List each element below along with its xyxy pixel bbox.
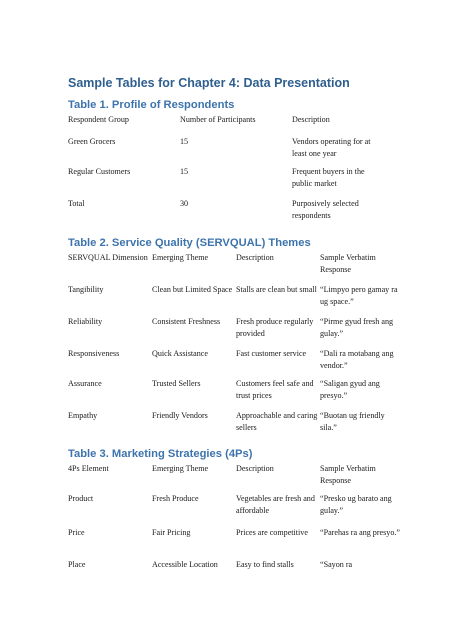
table1-cell: Frequent buyers in the public market bbox=[292, 167, 365, 188]
table2-caption: Table 2. Service Quality (SERVQUAL) Themes bbox=[68, 237, 311, 249]
table1-caption: Table 1. Profile of Respondents bbox=[68, 99, 235, 111]
table2-cell: “Buotan ug friendly sila.” bbox=[320, 411, 385, 432]
table2-cell: “Pirme gyud fresh ang gulay.” bbox=[320, 317, 394, 338]
table1-cell: 15 bbox=[180, 167, 189, 176]
table2-header-cell: SERVQUAL Dimension bbox=[68, 253, 148, 262]
table2-cell: Friendly Vendors bbox=[152, 411, 208, 420]
table2-header-cell: Emerging Theme bbox=[152, 253, 209, 262]
table1-header-cell: Number of Participants bbox=[180, 115, 256, 124]
table2-cell: Tangibility bbox=[68, 285, 104, 294]
table3-cell: Place bbox=[68, 560, 86, 569]
table3-cell: “Presko ug barato ang gulay.” bbox=[320, 494, 392, 515]
table3-cell: “Parehas ra ang presyo.” bbox=[320, 528, 401, 537]
table1-header-cell: Respondent Group bbox=[68, 115, 129, 124]
table2-cell: “Saligan gyud ang presyo.” bbox=[320, 379, 380, 400]
table2-cell: Quick Assistance bbox=[152, 349, 208, 358]
table1-header-cell: Description bbox=[292, 115, 330, 124]
table1-cell: 30 bbox=[180, 199, 189, 208]
table2-cell: Empathy bbox=[68, 411, 98, 420]
table3-header-cell: Emerging Theme bbox=[152, 464, 209, 473]
table2-header-cell: Description bbox=[236, 253, 274, 262]
table3-cell: Fresh Produce bbox=[152, 494, 199, 503]
table2-cell: Assurance bbox=[68, 379, 102, 388]
table2-cell: Responsiveness bbox=[68, 349, 120, 358]
table2-cell: Fresh produce regularly provided bbox=[236, 317, 314, 338]
table2-cell: Trusted Sellers bbox=[152, 379, 201, 388]
table3-header-cell: Sample Verbatim Response bbox=[320, 464, 376, 485]
table2-cell: Customers feel safe and trust prices bbox=[236, 379, 314, 400]
table3-caption: Table 3. Marketing Strategies (4Ps) bbox=[68, 448, 253, 460]
table1-cell: Green Grocers bbox=[68, 137, 116, 146]
table2-cell: Approachable and caring sellers bbox=[236, 411, 318, 432]
table1-cell: Purposively selected respondents bbox=[292, 199, 359, 220]
document-title: Sample Tables for Chapter 4: Data Presentation bbox=[68, 76, 350, 90]
table3-header-cell: Description bbox=[236, 464, 274, 473]
table3-header-cell: 4Ps Element bbox=[68, 464, 109, 473]
table2-cell: Consistent Freshness bbox=[152, 317, 221, 326]
table1-cell: Vendors operating for at least one year bbox=[292, 137, 371, 158]
table3-cell: “Sayon ra bbox=[320, 560, 353, 569]
table3-cell: Easy to find stalls bbox=[236, 560, 294, 569]
table3-cell: Fair Pricing bbox=[152, 528, 191, 537]
table3-cell: Vegetables are fresh and affordable bbox=[236, 494, 315, 515]
table2-cell: Reliability bbox=[68, 317, 103, 326]
table2-cell: Fast customer service bbox=[236, 349, 307, 358]
table2-cell: Stalls are clean but small bbox=[236, 285, 317, 294]
table2-cell: “Dali ra motabang ang vendor.” bbox=[320, 349, 394, 370]
table3-cell: Product bbox=[68, 494, 94, 503]
table3-cell: Prices are competitive bbox=[236, 528, 308, 537]
table3-cell: Accessible Location bbox=[152, 560, 218, 569]
table1-cell: 15 bbox=[180, 137, 189, 146]
table2-header-cell: Sample Verbatim Response bbox=[320, 253, 376, 274]
table2-cell: Clean but Limited Space bbox=[152, 285, 233, 294]
table3-cell: Price bbox=[68, 528, 85, 537]
table1-cell: Regular Customers bbox=[68, 167, 131, 176]
table1-cell: Total bbox=[68, 199, 85, 208]
table2-cell: “Limpyo pero gamay ra ug space.” bbox=[320, 285, 398, 306]
